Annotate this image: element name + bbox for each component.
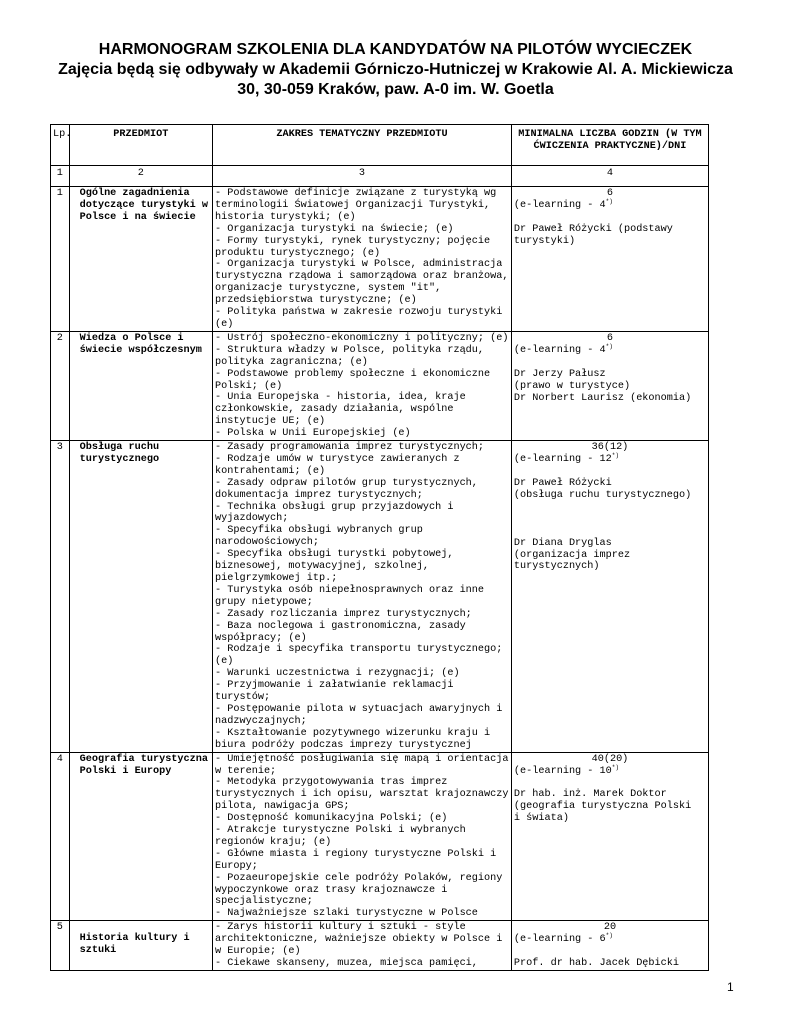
topic-item: - Postępowanie pilota w sytuacjach awaryjnych i nadzwyczajnych; xyxy=(215,703,503,727)
elearning-note xyxy=(513,197,706,212)
elearning-text: (e-learning - 4 xyxy=(513,199,606,211)
topic-item: - Kształtowanie pozytywnego wizerunku kraju i biura podróży podczas imprezy turystycznej xyxy=(215,727,491,751)
row-lp: 4 xyxy=(51,752,70,921)
document-header xyxy=(0,40,791,100)
spacer xyxy=(514,212,706,224)
row-hours xyxy=(511,921,708,971)
topic-item: - Ciekawe skanseny, muzea, miejsca pamięci, xyxy=(215,958,478,969)
topic-item: - Zasady rozliczania imprez turystycznych; xyxy=(215,608,472,620)
spacer xyxy=(514,502,706,514)
elearning-note xyxy=(513,451,706,466)
topic-item: - Zasady programowania imprez turystycznych; xyxy=(215,442,485,454)
table-row xyxy=(51,441,709,753)
table-row xyxy=(51,187,709,332)
footnote-mark: *) xyxy=(605,342,613,350)
footnote-mark: *) xyxy=(611,763,619,771)
hours-value: 20 xyxy=(603,922,617,934)
lecturer: Dr Paweł Różycki (obsługa ruchu turystycznego) xyxy=(513,477,692,501)
topic-item: - Warunki uczestnictwa i rezygnacji; (e) xyxy=(215,668,460,680)
row-subject: Wiedza o Polsce i świecie współczesnym xyxy=(69,331,212,440)
footnote-mark: *) xyxy=(605,932,613,940)
footnote-mark: *) xyxy=(611,451,619,459)
topic-item: - Rodzaje umów w turystyce zawieranych z kontrahentami; (e) xyxy=(215,453,460,477)
row-hours xyxy=(511,331,708,440)
header-topics: ZAKRES TEMATYCZNY PRZEDMIOTU xyxy=(213,125,512,166)
row-subject: Historia kultury i sztuki xyxy=(69,921,212,971)
topic-item: - Podstawowe definicje związane z turystyką wg terminologii Światowej Organizacji Turystyki, historia turystyki; (e) xyxy=(215,188,497,223)
column-number: 1 xyxy=(51,166,70,187)
elearning-note xyxy=(514,934,706,946)
row-lp: 2 xyxy=(51,331,70,440)
table-row xyxy=(51,331,709,440)
row-hours xyxy=(511,752,708,921)
lecturer: Dr hab. inż. Marek Doktor (geografia turystyczna Polski i świata) xyxy=(513,789,692,825)
elearning-note xyxy=(513,763,706,778)
footnote-mark: *) xyxy=(605,197,613,205)
topic-item: - Formy turystyki, rynek turystyczny; pojęcie produktu turystycznego; (e) xyxy=(215,235,491,259)
topic-item: - Ustrój społeczno-ekonomiczny i polityczny; (e) xyxy=(215,332,509,344)
topic-item: - Główne miasta i regiony turystyczne Polski i Europy; xyxy=(215,848,497,872)
topic-item: - Baza noclegowa i gastronomiczna, zasady współpracy; (e) xyxy=(215,620,466,644)
column-number-row xyxy=(51,166,709,187)
hours-value: 6 xyxy=(606,332,614,344)
topic-item: - Najważniejsze szlaki turystyczne w Polsce xyxy=(215,908,478,920)
topic-item: - Specyfika obsługi wybranych grup narodowościowych; xyxy=(215,525,423,549)
elearning-text: (e-learning - 12 xyxy=(513,453,612,465)
row-subject: Obsługa ruchu turystycznego xyxy=(69,441,212,753)
header-subject: PRZEDMIOT xyxy=(69,125,212,166)
header-location-line2: 30, 30-059 Kraków, paw. A-0 im. W. Goetla xyxy=(237,81,554,98)
row-lp: 3 xyxy=(51,441,70,753)
topic-item: - Organizacja turystyki na świecie; (e) xyxy=(215,223,454,235)
row-hours xyxy=(511,441,708,753)
header-hours: MINIMALNA LICZBA GODZIN (W TYM ĆWICZENIA PRAKTYCZNE)/DNI xyxy=(511,125,708,166)
header-title: HARMONOGRAM SZKOLENIA DLA KANDYDATÓW NA PILOTÓW WYCIECZEK xyxy=(98,41,693,58)
elearning-note xyxy=(513,342,706,357)
topic-item: - Organizacja turystyki w Polsce, administracja turystyczna rządowa i samorządowa oraz branżowa, organizacje turystyczne, system "it", przedsiębiorstwa turystyczne; (e) xyxy=(215,259,509,307)
column-number: 4 xyxy=(511,166,708,187)
topic-item: - Dostępność komunikacyjna Polski; (e) xyxy=(215,813,448,825)
spacer xyxy=(514,946,706,958)
topic-item: - Polityka państwa w zakresie rozwoju turystyki (e) xyxy=(215,307,503,330)
topic-item: - Turystyka osób niepełnosprawnych oraz inne grupy nietypowe; xyxy=(215,584,485,608)
hours-value: 40(20) xyxy=(591,753,629,765)
row-subject: Ogólne zagadnienia dotyczące turystyki w Polsce i na świecie xyxy=(69,187,212,332)
table-row xyxy=(51,921,709,971)
spacer xyxy=(514,777,706,789)
row-lp: 5 xyxy=(51,921,70,971)
table-header-row xyxy=(51,125,709,166)
elearning-text: (e-learning - 6 xyxy=(513,934,606,946)
elearning-text: (e-learning - 10 xyxy=(513,765,612,777)
elearning-text: (e-learning - 4 xyxy=(513,344,606,356)
topic-item: - Struktura władzy w Polsce, polityka rządu, polityka zagraniczna; (e) xyxy=(215,344,485,368)
topic-item: - Unia Europejska - historia, idea, kraje członkowskie, zasady działania, wspólne instytucje UE; (e) xyxy=(215,392,466,428)
topic-item: - Podstawowe problemy społeczne i ekonomiczne Polski; (e) xyxy=(215,368,491,392)
topic-item: - Atrakcje turystyczne Polski i wybranych regionów kraju; (e) xyxy=(215,825,466,848)
topic-item: - Zasady odpraw pilotów grup turystycznych, dokumentacja imprez turystycznych; xyxy=(215,477,478,501)
table-row xyxy=(51,752,709,921)
lecturer: Dr Diana Dryglas (organizacja imprez turystycznych) xyxy=(513,537,631,573)
topic-item: - Umiejętność posługiwania się mapą i orientacja w terenie; xyxy=(215,753,509,777)
row-subject: Geografia turystyczna Polski i Europy xyxy=(69,752,212,921)
lecturer: Dr Jerzy Pałusz (prawo w turystyce) Dr Norbert Laurisz (ekonomia) xyxy=(513,368,692,404)
topic-item: - Technika obsługi grup przyjazdowych i wyjazdowych; xyxy=(215,501,454,525)
row-topics xyxy=(213,921,512,971)
row-topics xyxy=(213,441,512,753)
hours-value: 36(12) xyxy=(591,442,629,454)
lecturer: Prof. dr hab. Jacek Dębicki xyxy=(513,958,679,970)
topic-item: - Rodzaje i specyfika transportu turystycznego; (e) xyxy=(215,644,503,668)
column-number: 2 xyxy=(69,166,212,187)
spacer xyxy=(514,466,706,478)
column-number: 3 xyxy=(213,166,512,187)
header-lp: Lp. xyxy=(51,125,70,166)
topic-item: - Metodyka przygotowywania tras imprez turystycznych i ich opisu, warsztat krajoznawczy pilota, nawigacja GPS; xyxy=(215,777,509,813)
page-number: 1 xyxy=(727,980,734,994)
topic-item: - Przyjmowanie i załatwianie reklamacji turystów; xyxy=(215,680,454,704)
row-hours xyxy=(511,187,708,332)
spacer xyxy=(514,357,706,369)
header-location-line1: Zajęcia będą się odbywały w Akademii Górniczo-Hutniczej w Krakowie Al. A. Mickiewicza xyxy=(58,61,733,78)
hours-value: 6 xyxy=(606,188,614,199)
row-topics xyxy=(213,752,512,921)
row-lp: 1 xyxy=(51,187,70,332)
lecturer: Dr Paweł Różycki (podstawy turystyki) xyxy=(513,223,673,247)
row-topics xyxy=(213,187,512,332)
spacer xyxy=(514,514,706,538)
topic-item: - Polska w Unii Europejskiej (e) xyxy=(215,428,411,440)
topic-item: - Specyfika obsługi turystki pobytowej, biznesowej, motywacyjnej, szkolnej, pielgrzymkowej itp.; xyxy=(215,549,454,584)
topic-item: - Zarys historii kultury i sztuki - style architektoniczne, ważniejsze obiekty w Polsce i w Europie; (e) xyxy=(215,922,503,958)
row-topics xyxy=(213,331,512,440)
schedule-table xyxy=(50,124,709,971)
topic-item: - Pozaeuropejskie cele podróży Polaków, regiony wypoczynkowe oraz trasy krajoznawcze i specjalistyczne; xyxy=(215,872,503,908)
